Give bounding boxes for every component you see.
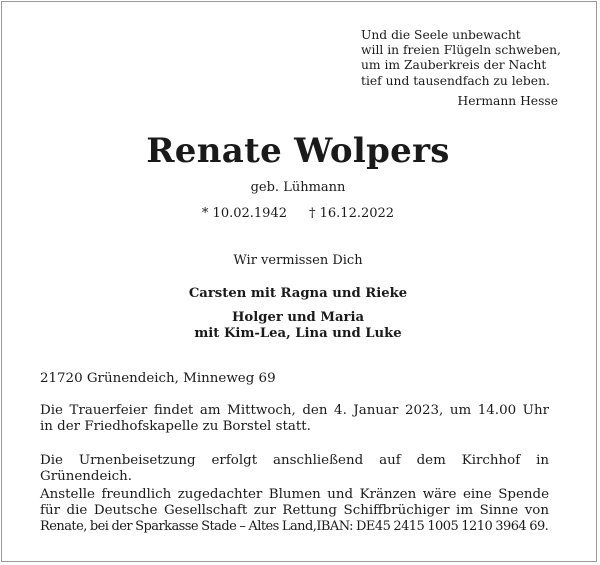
family-line: mit Kim-Lea, Lina und Luke: [194, 326, 402, 341]
donation-paragraph: [40, 487, 549, 535]
mourning-line: Wir vermissen Dich: [233, 253, 363, 268]
donation-line: Anstelle freundlich zugedachter Blumen und Kränzen wäre eine Spende: [40, 487, 549, 502]
address: 21720 Grünendeich, Minneweg 69: [40, 371, 276, 386]
funeral-line: in der Friedhofskapelle zu Borstel statt.: [40, 419, 311, 434]
deceased-name: Renate Wolpers: [146, 131, 450, 171]
poem-line: tief und tausendfach zu leben.: [361, 73, 550, 88]
death-date: † 16.12.2022: [309, 206, 395, 221]
poem-line: um im Zauberkreis der Nacht: [361, 58, 547, 73]
urn-paragraph: Die Urnenbeisetzung erfolgt anschließend auf dem Kirchhof in Grünendeich.: [40, 453, 549, 484]
poem-line: will in freien Flügeln schweben,: [361, 43, 561, 58]
family-line: Carsten mit Ragna und Rieke: [188, 286, 408, 301]
birth-date: * 10.02.1942: [201, 206, 287, 221]
funeral-paragraph: [40, 403, 549, 435]
donation-line: für die Deutsche Gesellschaft zur Rettung Schiffbrüchiger im Sinne von: [40, 503, 549, 518]
birth-name: geb. Lühmann: [250, 180, 346, 195]
poem-quote: [361, 28, 561, 89]
funeral-line: Die Trauerfeier findet am Mittwoch, den 4. Januar 2023, um 14.00 Uhr: [40, 403, 549, 418]
life-dates: [0, 206, 596, 221]
poem-line: Und die Seele unbewacht: [361, 28, 521, 42]
family-line: Holger und Maria: [231, 310, 365, 325]
poem-author: Hermann Hesse: [457, 94, 558, 108]
donation-line: Renate, bei der Sparkasse Stade – Altes Land,IBAN: DE45 2415 1005 1210 3964 69.: [40, 519, 549, 534]
